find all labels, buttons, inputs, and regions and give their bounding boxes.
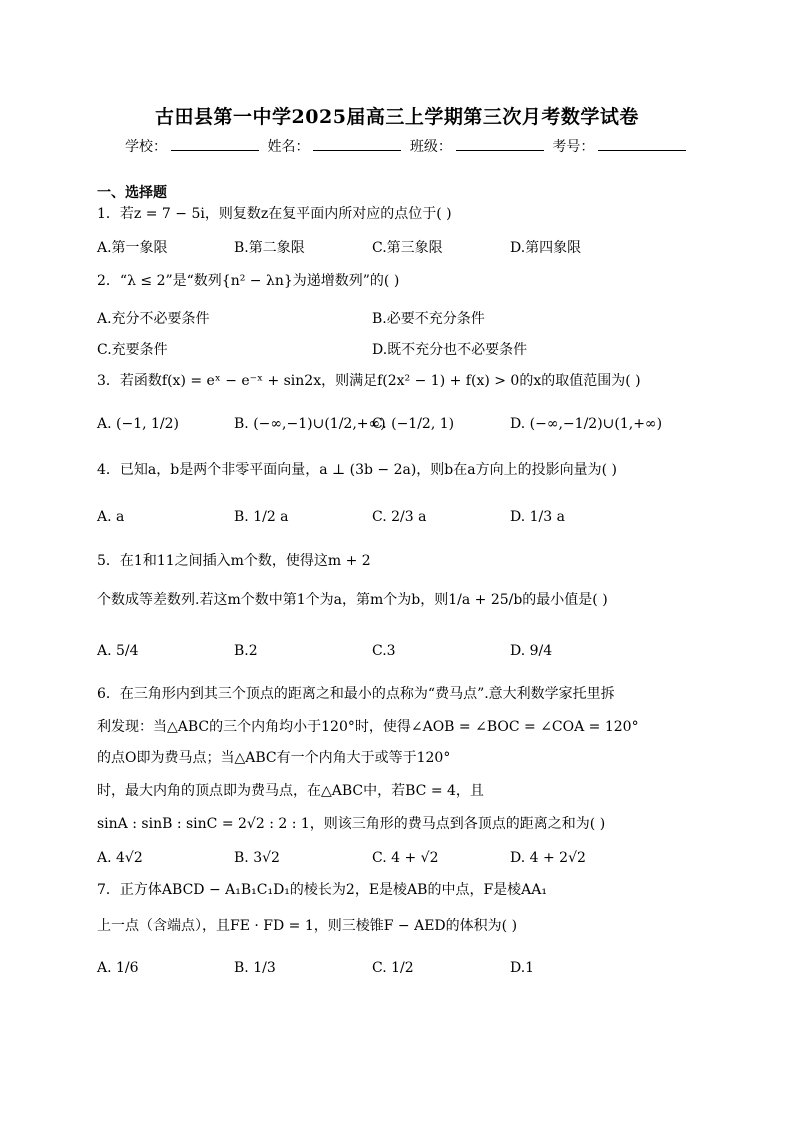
q5-option-b: B.2 — [234, 643, 258, 659]
q6-option-c: C. 4 + √2 — [372, 850, 439, 866]
school-blank[interactable] — [171, 136, 259, 151]
class-blank[interactable] — [456, 136, 544, 151]
q6-stem-line1: 6．在三角形内到其三个顶点的距离之和最小的点称为“费马点”.意大利数学家托里拆 — [97, 686, 615, 702]
id-blank[interactable] — [598, 136, 686, 151]
q5-stem-line1: 5．在1和11之间插入m个数，使得这m + 2 — [97, 553, 371, 569]
q1-stem: 1．若z = 7 − 5i，则复数z在复平面内所对应的点位于( ) — [97, 206, 452, 222]
q6-option-a: A. 4√2 — [97, 850, 143, 866]
q4-option-a: A. a — [97, 509, 125, 525]
q7-option-d: D.1 — [510, 960, 535, 976]
school-label: 学校： — [125, 139, 167, 155]
q6-stem-line2: 利发现：当△ABC的三个内角均小于120°时，使得∠AOB = ∠BOC = ∠COA = 120° — [97, 719, 639, 735]
q5-option-a: A. 5/4 — [97, 643, 139, 659]
q3-option-c: C. (−1/2, 1) — [372, 416, 455, 432]
q4-stem: 4．已知a，b是两个非零平面向量，a ⊥ (3b − 2a)，则b在a方向上的投影向量为( ) — [97, 462, 617, 478]
q7-option-a: A. 1/6 — [97, 960, 139, 976]
q6-option-d: D. 4 + 2√2 — [510, 850, 586, 866]
q2-option-b: B.必要不充分条件 — [372, 311, 485, 327]
q2-option-c: C.充要条件 — [97, 342, 168, 358]
q6-option-b: B. 3√2 — [234, 850, 280, 866]
q5-option-d: D. 9/4 — [510, 643, 553, 659]
q2-option-d: D.既不充分也不必要条件 — [372, 342, 528, 358]
q7-option-b: B. 1/3 — [234, 960, 276, 976]
name-blank[interactable] — [313, 136, 401, 151]
q5-stem-line2: 个数成等差数列.若这m个数中第1个为a，第m个为b，则1/a + 25/b的最小值是( ) — [97, 592, 608, 608]
q2-stem: 2．“λ ≤ 2”是“数列{n² − λn}为递增数列”的( ) — [97, 273, 400, 289]
q3-option-b: B. (−∞,−1)∪(1/2,+∞) — [234, 416, 386, 432]
q1-option-b: B.第二象限 — [234, 240, 305, 256]
q6-stem-line4: 时，最大内角的顶点即为费马点，在△ABC中，若BC = 4，且 — [97, 783, 484, 799]
student-info-line — [125, 136, 690, 156]
q7-stem-line2: 上一点（含端点），且FE · FD = 1，则三棱锥F − AED的体积为( ) — [97, 918, 518, 934]
id-label: 考号： — [552, 139, 595, 155]
q7-stem-line1: 7．正方体ABCD − A₁B₁C₁D₁的棱长为2，E是棱AB的中点，F是棱AA₁ — [97, 882, 547, 898]
q6-stem-line3: 的点O即为费马点；当△ABC有一个内角大于或等于120° — [97, 750, 451, 766]
section-heading: 一、选择题 — [97, 185, 167, 201]
q1-option-d: D.第四象限 — [510, 240, 582, 256]
q3-option-a: A. (−1, 1/2) — [97, 416, 180, 432]
q4-option-c: C. 2/3 a — [372, 509, 427, 525]
q7-option-c: C. 1/2 — [372, 960, 414, 976]
page-title: 古田县第一中学2025届高三上学期第三次月考数学试卷 — [155, 106, 639, 128]
q3-stem: 3．若函数f(x) = eˣ − e⁻ˣ + sin2x，则满足f(2x² − 1) + f(x) > 0的x的取值范围为( ) — [97, 373, 641, 389]
q3-option-d: D. (−∞,−1/2)∪(1,+∞) — [510, 416, 663, 432]
q4-option-b: B. 1/2 a — [234, 509, 289, 525]
q5-option-c: C.3 — [372, 643, 396, 659]
q1-option-c: C.第三象限 — [372, 240, 443, 256]
q4-option-d: D. 1/3 a — [510, 509, 565, 525]
q6-stem-line5: sinA : sinB : sinC = 2√2 : 2 : 1，则该三角形的费马点到各顶点的距离之和为( ) — [97, 816, 606, 832]
class-label: 班级： — [409, 139, 452, 155]
q1-option-a: A.第一象限 — [97, 240, 168, 256]
name-label: 姓名： — [267, 139, 310, 155]
q2-option-a: A.充分不必要条件 — [97, 311, 210, 327]
